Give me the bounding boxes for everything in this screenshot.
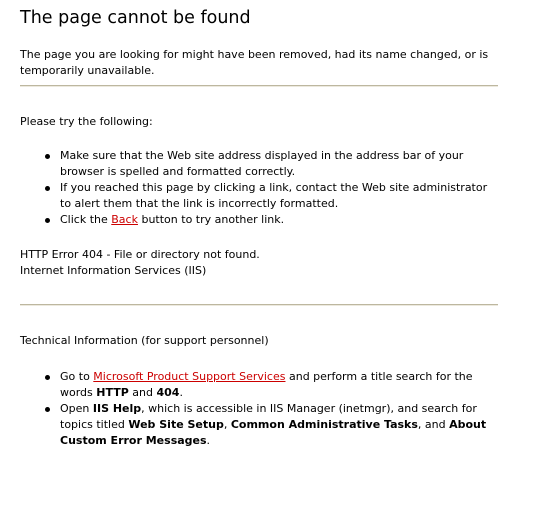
- keyword-custom-errors: About Custom Error Messages: [60, 418, 487, 447]
- server-name-text: Internet Information Services (IIS): [20, 264, 207, 277]
- intro-text: The page you are looking for might have been removed, had its name changed, or is temporarily unavailable.: [20, 48, 489, 77]
- tech-text: and: [128, 386, 157, 399]
- tech-text: Go to: [60, 370, 94, 383]
- tech-text: .: [179, 386, 183, 399]
- divider: [20, 85, 498, 87]
- tech-text: , and: [417, 418, 450, 431]
- divider: [20, 304, 498, 306]
- support-services-link[interactable]: Microsoft Product Support Services: [93, 370, 286, 383]
- keyword-http: HTTP: [96, 386, 129, 399]
- technical-info-label: Technical Information (for support personnel): [20, 334, 269, 347]
- list-item: [20, 369, 498, 401]
- suggestion-text: Make sure that the Web site address displayed in the address bar of your browser is spelled and formatted correctly.: [60, 149, 464, 178]
- suggestion-text: Click the: [60, 213, 112, 226]
- tech-text: Open: [60, 402, 93, 415]
- keyword-web-site-setup: Web Site Setup: [128, 418, 224, 431]
- tech-text: ,: [223, 418, 231, 431]
- try-following-label: Please try the following:: [20, 115, 153, 128]
- list-item: [20, 180, 498, 212]
- list-item: [20, 212, 498, 228]
- suggestion-text: If you reached this page by clicking a link, contact the Web site administrator to alert them that the link is incorrectly formatted.: [60, 181, 488, 210]
- tech-text: and perform a title search for the words: [60, 370, 473, 399]
- page-title: The page cannot be found: [20, 8, 251, 28]
- keyword-404: 404: [156, 386, 180, 399]
- http-error-text: HTTP Error 404 - File or directory not found.: [20, 248, 260, 261]
- tech-text: .: [206, 434, 211, 447]
- keyword-admin-tasks: Common Administrative Tasks: [230, 418, 418, 431]
- suggestion-list: [20, 148, 498, 228]
- back-link[interactable]: Back: [111, 213, 138, 226]
- technical-info-list: [20, 369, 498, 449]
- tech-text: , which is accessible in IIS Manager (inetmgr), and search for topics titled: [60, 402, 477, 431]
- keyword-iis-help: IIS Help: [92, 402, 142, 415]
- list-item: [20, 401, 498, 449]
- list-item: [20, 148, 498, 180]
- suggestion-text: button to try another link.: [137, 213, 285, 226]
